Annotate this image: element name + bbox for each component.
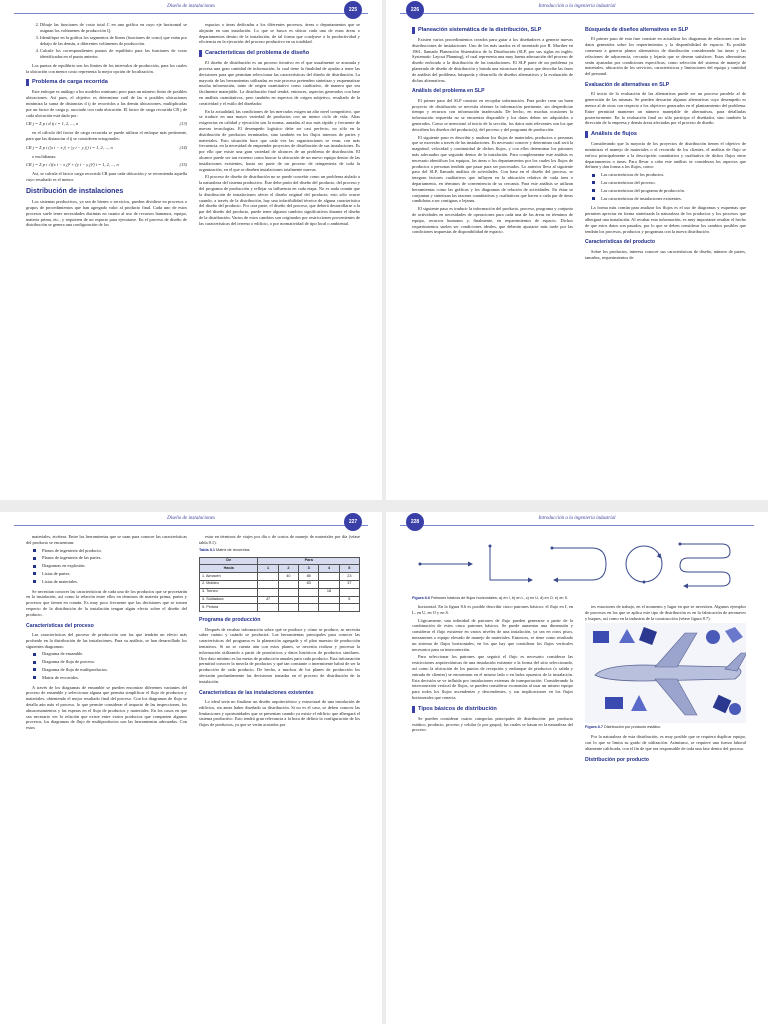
page-226 [386, 0, 768, 500]
running-head: Diseño de instalaciones [167, 516, 215, 521]
table-cell [339, 604, 359, 612]
table-cell [319, 604, 339, 612]
subsection-heading: Evaluación de alternativas en SLP [585, 81, 670, 88]
paragraph: Así, se calcula el factor carga recorrida CR para cada ubicación y se recomienda aquella cuyo resultado es el menor. [26, 171, 187, 182]
paragraph: El siguiente paso es traducir la información del producto, proceso, programa y conjunto de actividades en necesidades de operaciones para cada una de las áreas en términos de equipo, recursos humanos y, finalmente, en requerimientos de espacio. Dichos requerimientos suelen ser condiciones ideales, que deberán ajustarse más tarde por las condiciones impuestas de disponibilidad de espacio. [412, 206, 573, 235]
table-cell [299, 604, 319, 612]
row-label: 3. Torneo [200, 588, 258, 596]
table-cell: 23 [339, 573, 359, 581]
table-cell: 85 [299, 573, 319, 581]
subsection-heading: Búsqueda de diseños alternativos en SLP [585, 27, 689, 33]
figure-label: Figura 8.6 [412, 596, 430, 600]
equation-text: CR j = Σ p i √((x i − x j)² + (y i − y j)²) i = 1, 2, ..., n [26, 162, 119, 168]
paragraph: Este enfoque es análogo a los modelos minisum; pero para un número finito de posibles ubicaciones. Así pues, el objetivo es determinar cuál de las n posibles ubicaciones minimiza la suma de distancias d ij de recorridos a las demás ubicaciones, multiplicadas por un factor de carga p, asociado con cada ubicación. El factor de carga recorrida CR j de cada ubicación está dado por: [26, 89, 187, 118]
travel-matrix-table [199, 557, 360, 613]
spread-top [0, 0, 768, 500]
spread-bottom [0, 512, 768, 1024]
page-228 [386, 512, 768, 1024]
subsection-heading: Programa de producción [199, 617, 261, 624]
section-heading: Análisis de flujos [585, 131, 746, 138]
table-col-header: 4 [319, 565, 339, 573]
list-item: 2. Dibuje las funciones de costo total C en una gráfica en cuyo eje horizontal se asignan los volúmenes de producción Q. [40, 22, 187, 34]
column-right [199, 534, 360, 1020]
list-item: Planos de ingeniería del producto. [42, 548, 187, 554]
page-225 [0, 0, 382, 500]
table-cell [278, 596, 298, 604]
subsection-heading: Análisis del problema en SLP [412, 88, 485, 95]
figure-label: Figura 8.7 [585, 725, 603, 730]
column-left [26, 22, 187, 496]
running-head: Introducción a la ingeniería industrial [538, 516, 616, 521]
table-caption [199, 548, 360, 553]
paragraph: El proceso de diseño de distribución no se puede concebir como un problema aislado a la naturaleza del sistema productivo. Éste debe partir del diseño del producto, del proceso y del programa de producción y reflejar su influencia en cada etapa. No es nada común que la distribución de instalaciones afecte el diseño original del producto; esto sólo ocurre cuando, a través de la distribución, hay una infactibilidad técnica de alguna característica del diseño del producto. Por otra parte, el diseño del proceso, que deberá desarrollarse a la par del diseño del producto, puede tener algunos cambios significativos durante el diseño de la distribución. Varios de estos cambios son originados por restricciones provenientes de las características del terreno o edificio, o por normatividad de tipo local o ambiental. [199, 174, 360, 226]
table-col-header: 3 [299, 565, 319, 573]
section-heading: Características del problema de diseño [199, 50, 360, 57]
row-label: 4. Soldadura [200, 596, 258, 604]
list-item: Planos de ingeniería de las partes. [42, 555, 187, 561]
table-label: Tabla 8.1 [199, 547, 215, 552]
equation-text: CR j = Σ p i d ij i = 1, 2, ..., n [26, 121, 79, 127]
list-item: Las características de instalaciones existentes. [601, 196, 746, 202]
header-rule [400, 13, 754, 14]
figure-8-6 [412, 536, 746, 605]
figure-8-7 [585, 623, 746, 730]
equation-15 [26, 162, 187, 168]
section-heading: Tipos básicos de distribución [412, 706, 573, 713]
flow-pattern-l [489, 545, 533, 581]
figure-caption [585, 725, 746, 730]
header-rule [14, 525, 368, 526]
table-cell [299, 588, 319, 596]
paragraph: El diseño de distribución es un proceso iterativo en el que usualmente se acumula y procesa una gran cantidad de información, la cual tiene la finalidad de ayudar a tener las decisiones para que permitan seleccionar las características del diseño de distribución. La mayoría de las herramientas utilizadas en este proceso pretenden sintetizar y esquematizar mucha información, tanto de origen cuantitativo como cualitativo, de manera que sea fácilmente manejable. La distribución final tendrá, entonces, aspectos generados con base en análisis cuantitativos, pero también en aspectos de origen subjetivo, resultado de la creatividad y el estilo del diseñador. [199, 60, 360, 106]
header-rule [400, 525, 754, 526]
paragraph: Lógicamente, una infinidad de patrones de flujo pueden generarse a partir de la combinación de estos cinco patrones básicos. Se puede aumentar una dimensión y considerar el flujo existente en varios niveles de una instalación, ya sea en otros pisos, mezzanines o equipo elevado de manejo de materiales. Entonces, se tiene como resultado un sistema de flujos horizontales, en los que hay que considerar los flujos verticales necesarios para su interconexión. [412, 617, 573, 652]
numbered-list [26, 22, 187, 60]
table-cell [319, 580, 339, 588]
flow-patterns-diagram [412, 536, 746, 594]
flow-pattern-s [679, 543, 731, 587]
column-right [199, 22, 360, 496]
section-heading: Planeación sistemática de la distribución, SLP [412, 27, 573, 34]
column-left [412, 604, 573, 1020]
list-item: Las características del proceso. [601, 180, 746, 186]
table-cell: 63 [299, 580, 319, 588]
paragraph: El siguiente paso es describir y analizar los flujos de materiales, productos o personas que se moverán a través de las instalaciones. Es necesario conocer y determinar cuál será la magnitud, velocidad y continuidad de dichos flujos, y con ellos determinar los patrones más adecuados que seguirán dentro de la instalación. Para complementar este análisis es necesario identificar los equipos, las áreas o los departamentos por los cuales los flujos de productos o personas tendrán que pasar para ser procesados. Lo anterior lleva al siguiente paso del SLP, llamado análisis de actividades. Con base en el diseño del proceso, se integran factores cualitativos que influyen en la ubicación relativa de cada área o departamento, en términos de conveniencia de su cercanía. Para este análisis se utilizan herramientas como las gráficas y los diagramas de relación de actividades. En éstas se conjuntan y sintetizan las razones cuantitativas y cualitativas que hacen a cada par de áreas candidatas a ser contiguas o lejanas. [412, 134, 573, 204]
paragraph: El primer paso del SLP consiste en recopilar información. Para poder crear un buen proyecto de distribución se necesita obtener la información pertinente, sin desperdiciar tiempo y recursos con información inadecuada. De hecho, en muchas ocasiones la información requerida no se encuentra disponible y los datos deben ser adquiridos o generados. Como se mencionó al inicio de la sección, los datos más relevantes son los que describen los diseños del producto(s), del proceso y del programa de producción. [412, 97, 573, 132]
bullet-list [585, 172, 746, 201]
bullet-list [26, 548, 187, 585]
equation-13 [26, 121, 187, 127]
paragraph: Después de recabar información sobre qué se produce y cómo se produce, se necesita saber cuánto y cuándo se producirá. Las herramientas principales para conocer las características del programa es la planeación agregada y el plan maestro de producción tentativos. Si no se cuenta aún con estos planes, se necesita realizar y procesar la información utilizando a partir de pronósticos y datos históricos de productos similares. Otro dato mínimo es las metas de producción anuales para cada producto. Esta información permitirá conocer la mezcla de productos y qué tan constante o intermitente habrá de ser la producción de cada producto. De hecho, a muchos de los planes de producción los afectarán profundamente las decisiones tomadas en el proceso de distribución de la instalación. [199, 626, 360, 684]
running-head: Introducción a la ingeniería industrial [538, 4, 616, 9]
equation-number: (14) [179, 144, 187, 150]
column-left [26, 534, 187, 1020]
paragraph: horizontal. En la figura 8.6 es posible describir cinco patrones básicos: el flujo en I, en L, en U, en O y en S. [412, 604, 573, 615]
page-number-badge: 225 [344, 1, 362, 19]
page-number-badge: 228 [406, 513, 424, 531]
running-head: Diseño de instalaciones [167, 4, 215, 9]
paragraph: Se pueden considerar cuatro categorías principales de distribución: por producto estático, producto, proceso y celular (o por grupo); las cuales se basan en la naturaleza del proceso. [412, 715, 573, 733]
paragraph: o euclidianas: [32, 153, 57, 159]
paragraph: Para seleccionar los patrones que seguirá el flujo es necesario considerar las restricciones arquitectónicas de una instalación existente o la forma del sitio seleccionado, así como la ubicación de los puntos de recepción y embarque de productos (o salida y entrada de clientes) se encuentran en el mismo lado o en lados opuestos de la instalación. Esta decisión se ve influida por instalaciones externas de transportación. Considerando la interconexión vertical de flujos, se pueden considerar economías al usar un mismo equipo para todos los flujos ascendentes y descendentes, y sus implicaciones en los flujos horizontales que conecta. [412, 654, 573, 700]
paragraph: En la actualidad, las condiciones de los mercados exigen un alto nivel competitivo, que se traduce en una mayor variedad de productos con un menor ciclo de vida. Altas exigencias en calidad y ejecución son la norma, aunadas al uso más rápido y frecuente de nuevas tecnologías. El desempeño logístico debe ser casi perfecto, no sólo en la distribución de productos terminados, sino también en los flujos internos de partes y materiales. Esto situación hace que cada vez las organizaciones se vean, con más frecuencia, en la necesidad de emprender proyectos de distribución de sus instalaciones. Es por ello que existe una gran variedad de alcances de un problema de distribución. El alcance puede ser tan extremo como buscar la ubicación de un nuevo equipo dentro de las instalaciones existentes, hasta ser parte de un proceso de reingeniería de toda la organización, en el que se diseñen instalaciones totalmente nuevas. [199, 108, 360, 172]
figure-caption [412, 596, 746, 601]
subsection-heading: Distribución por producto [585, 756, 649, 763]
flow-pattern-o [626, 546, 662, 584]
table-row [200, 596, 360, 604]
subsection-heading: Características de las instalaciones existentes [199, 689, 314, 696]
equation-text: CR j = Σ p i (|x i − x j| + |y i − y j|) i = 1, 2, ..., n [26, 144, 113, 150]
paragraph: Las características del proceso de producción son las que tendrán un efecto más profundo en la distribución de las instalaciones. Para su análisis, se han desarrollado los siguientes diagramas: [26, 631, 187, 649]
table-cell: 5 [339, 596, 359, 604]
table-header-hacia: Hacia [200, 565, 258, 573]
table-cell [319, 596, 339, 604]
airplane-fixed-layout-illustration [585, 623, 746, 723]
paragraph: Por la naturaleza de esta distribución, es muy posible que se requiera duplicar equipo, con lo que se limita su grado de utilización. Asimismo, se requiere una fuerza laboral altamente calificada, con el fin de que sea responsable de toda una fase dentro del proceso. [585, 734, 746, 751]
table-corner-de: De [200, 557, 258, 565]
table-col-header: 2 [278, 565, 298, 573]
flow-pattern-i [419, 563, 473, 566]
paragraph: Los sistemas productivos, ya sea de bienes o servicios, pueden dividirse en procesos o grupos de procedimientos que han agregado valor al producto final. Cada uno de estos procesos suele tener necesidades distintas en cuanto al uso de recursos humanos, equipo, materia prima, etc., y requieren de un espacio para ejecutarse. En el proceso de diseño de distribución se genera una configuración de los [26, 199, 187, 228]
paragraph: Se necesitan conocer las características de cada uno de los productos que se procesarán en la instalación, así como la relación entre ellos en términos de materia prima, partes y procesos que tienen en común. Es muy poco frecuente que las decisiones que se tomen respecto de la distribución de la instalación tengan algún efecto sobre el diseño del producto. [26, 588, 187, 617]
list-item: Matriz de recorridos. [42, 675, 187, 681]
list-item: Diagrama de flujo de multiproductos. [42, 667, 187, 673]
table-row [200, 604, 360, 612]
table-cell [299, 596, 319, 604]
column-right [585, 604, 746, 1020]
equation-14 [26, 145, 187, 151]
table-row [200, 573, 360, 581]
list-item: Diagrama de ensamble. [42, 651, 187, 657]
table-cell [278, 588, 298, 596]
table-title: Matriz de recorridos [216, 547, 250, 552]
list-item: Diagrama de flujo de proceso. [42, 659, 187, 665]
equation-number: (15) [179, 162, 187, 168]
table-row [200, 588, 360, 596]
table-cell: 40 [278, 573, 298, 581]
page-number-badge: 227 [344, 513, 362, 531]
row-label: 5. Pintura [200, 604, 258, 612]
paragraph: La forma más común para analizar los flujos es el uso de diagramas y esquemas que permiten apreciar en forma sintetizada la naturaleza de los productos y los procesos que albergará una instalación. Al recabar esta información, es muy importante resaltar el hecho de que estos datos son pasados, por lo que se deben considerar los cambios posibles que tendrán los procesos, productos y programas con la nueva distribución. [585, 205, 746, 234]
list-item: Las características de los productos. [601, 172, 746, 178]
row-label: 1. Almacén [200, 573, 258, 581]
paragraph: Los puntos de equilibrio son los límites de los intervalos de producción, para los cuales la ubicación con menor costo representa la mejor opción de localización. [26, 62, 187, 74]
section-heading: Problema de carga recorrida [26, 79, 187, 86]
table-cell [258, 604, 278, 612]
paragraph: Lo ideal sería no finalizar un diseño arquitectónico y estructural de una instalación de edificios, sin antes haber diseñado su distribución. Si no es el caso, se deben conocer las limitaciones y oportunidades que se presentan cuando ya existe el edificio que albergará el sistema productivo. Esto tendrá gran relevancia a la hora de definir la configuración de los flujos de productos, ya que se verán acotados por [199, 698, 360, 728]
list-item: Diagramas en explosión. [42, 563, 187, 569]
table-cell [278, 604, 298, 612]
table-cell [258, 573, 278, 581]
paragraph: El inicio de la evaluación de las alternativas puede ser un proceso paralelo al de generación de las mismas. Se pueden descartar algunas alternativas cuyo desempeño es menor al de otras con respecto a los objetivos generados en el planteamiento del problema. Entre permitirá mantener un número manejable de alternativas, para detallarlas posteriormente. En la evaluación final no sólo participa el diseñador, sino también la dirección de la empresa y demás áreas afectadas por el proceso de diseño. [585, 91, 746, 126]
table-cell: 37 [339, 580, 359, 588]
paragraph: Existen varios procedimientos creados para guiar a los diseñadores a generar nuevas distribuciones de instalaciones. Uno de los más usados es el inventado por R. Murther en 1961, llamado Planeación Sistemática de la Distribución (SLP, por sus siglas en inglés: Systematic Layout Planning), el cual representa una muy buena adecuación del proceso de diseño enfocado a la distribución de las instalaciones. El SLP parte de un problema ya planteado de diseño de distribución y brinda una estructura de pasos que describe las fases de análisis del problema, búsqueda y desarrollo de diseños alternativos y la evaluación de dichas alternativas. [412, 37, 573, 83]
list-item: 4. Calcule los correspondientes puntos de equilibrio para las funciones de costo identificadas en el punto anterior. [40, 48, 187, 60]
list-item: Listas de materiales. [42, 579, 187, 585]
column-right [585, 22, 746, 496]
paragraph: estar en términos de viajes por día o de costos de manejo de materiales por día (véase tabla 8.1). [199, 534, 360, 545]
paragraph: en el cálculo del factor de carga recorrida se puede utilizar el enfoque más pertinente, para que las distancias d ij se consideren ortogonales: [26, 130, 187, 141]
subsection-heading: Características del proceso [26, 622, 94, 629]
figure-caption-text: Patrones básicos de flujos horizontales: a) en I, b) en L, c) en U, d) en O, e) en S. [431, 596, 569, 600]
subsection-heading: Características del producto [585, 239, 656, 246]
paragraph: espacios o áreas dedicadas a los diferentes procesos, áreas o departamentos que se alojarán en una instalación. Lo que se busca es ubicar cada una de estas áreas o departamentos dentro de la instalación, de tal forma que coadyuve a la productividad y eficiencia en la ejecución del proceso productivo en su totalidad. [199, 22, 360, 45]
table-header-para: Para [258, 557, 360, 565]
table-cell [319, 573, 339, 581]
list-item: Las características del programa de producción. [601, 188, 746, 194]
figure-caption-text: Distribución por producto estático [604, 725, 661, 730]
table-cell [278, 580, 298, 588]
page-number-badge: 226 [406, 1, 424, 19]
paragraph: Sobre los productos, interesa conocer sus características de diseño, número de partes, tamaños, requerimientos de [585, 248, 746, 260]
table-cell: 18 [319, 588, 339, 596]
table-cell: 47 [258, 596, 278, 604]
table-row [200, 580, 360, 588]
table-header-row [200, 565, 360, 573]
table-cell [258, 588, 278, 596]
row-label: 2. Moldeo [200, 580, 258, 588]
table-col-header: 5 [339, 565, 359, 573]
paragraph: A través de los diagramas de ensamble se pueden encontrar diferentes variantes del proceso de ensamble y seleccionar alguna que permita simplificar el flujo de productos y materiales, obteniendo el mejor resultado final del proceso. Con los diagramas de flujo se detalla aún más el proceso, lo que permite considerar el impacto de las inspecciones, los almacenamientos y las esperas en el flujo de productos y materiales. En los casos en que sea necesario ver la relación que existe entre varios productos que comparten algunos procesos, los diagramas de flujo de multiproductos son las herramientas adecuadas. Con estos [26, 684, 187, 731]
column-left [412, 22, 573, 496]
table-header-row [200, 557, 360, 565]
list-item: 3. Identifique en la gráfica los segmentos de líneas (funciones de costo) que están por debajo de las demás, a diferentes volúmenes de producción. [40, 35, 187, 47]
table-cell [258, 580, 278, 588]
paragraph: tes estaciones de trabajo, en el momento y lugar en que se necesiten. Algunos ejemplos de procesos en los que se aplica este tipo de distribución es en la fabricación de aeronaves y buques, así como en la industria de la construcción (véase figura 8.7). [585, 604, 746, 621]
paragraph: El primer paso de esta fase consiste en actualizar los diagramas de relaciones con los datos generados sobre los requerimientos y la disponibilidad de espacio. Es posible comenzar a generar planos alternativos de distribución considerando las áreas y las relaciones de adyacencia, cercanía y lejanía que se desean satisfacer. Estas alternativas serán ajustadas por condiciones específicas, como selección del sistema de manejo de materiales, ubicación de los servicios, características y limitaciones del equipo y cantidad del personal. [585, 36, 746, 77]
page-227 [0, 512, 382, 1024]
list-item: Listas de partes. [42, 571, 187, 577]
paragraph: Considerando que la mayoría de los proyectos de distribución tienen el objetivo de minimizar el manejo de materiales o el recorrido de los clientes, el análisis de flujo se enfoca principalmente a la descripción cuantitativa y cualitativa de dichos flujos entre departamentos o áreas. Para llevar a cabo este análisis se consideran los aspectos que definen y dan forma a los flujos, como: [585, 141, 746, 170]
equation-number: (13) [179, 121, 187, 127]
bullet-list [26, 651, 187, 680]
paragraph: materiales, etcétera. Entre las herramientas que se usan para conocer las características del producto se encuentran: [26, 534, 187, 545]
header-rule [14, 13, 368, 14]
flow-pattern-u [551, 547, 607, 581]
table-cell [339, 588, 359, 596]
table-col-header: 1 [258, 565, 278, 573]
chapter-section-heading: Distribución de instalaciones [26, 187, 124, 195]
